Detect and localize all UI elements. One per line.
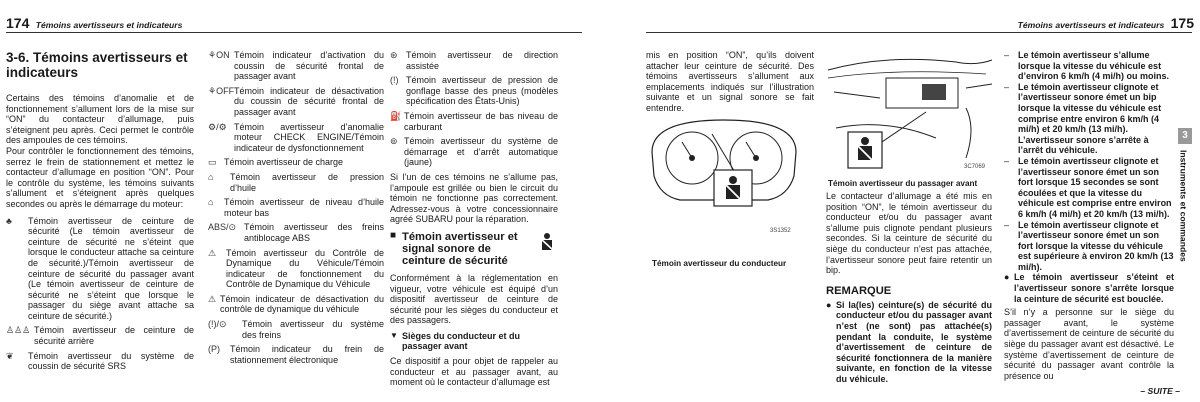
list-item: ⚙/⚙ Témoin avertisseur d’anomalie moteur CHECK ENGINE/Témoin indicateur de dysfonctionnement: [208, 121, 384, 153]
power-steering-icon: ⊛: [390, 50, 398, 60]
continued-label: – SUITE –: [1140, 386, 1180, 396]
list-item: (!) Témoin avertisseur de pression de gonflage basse des pneus (modèles spécification des États-Unis): [390, 75, 558, 107]
list-item: – Le témoin avertisseur clignote et l’avertisseur sonore émet un son fort lorsque la vitesse du véhicule est supérieure à environ 20 km/h (13 mi/h).: [1004, 219, 1174, 272]
square-bullet-icon: ■: [390, 229, 397, 241]
airbag-off-icon: ⚘OFF: [208, 85, 235, 96]
fig2-caption: Témoin avertisseur du passager avant: [828, 179, 978, 188]
list-item: ⊛ Témoin avertisseur de direction assistée: [390, 50, 558, 71]
right-header-title: Témoins avertisseurs et indicateurs: [1017, 20, 1165, 30]
airbag-on-icon: ⚘ON: [208, 50, 230, 60]
oil-pressure-icon: ⌂: [208, 171, 214, 182]
right-header-rule: [646, 32, 1192, 33]
list-item: (!)/⊙ Témoin avertisseur du système des freins: [208, 319, 384, 340]
warning-heading: Témoin avertisseur et signal sonore de ceinture de sécurité: [402, 230, 518, 267]
seatbelt-icon: ♣: [6, 215, 12, 226]
fig1-code: 3S1352: [770, 228, 791, 234]
left-page-header: [6, 15, 183, 31]
sub-paragraph: Ce dispositif a pour objet de rappeler au conducteur et au passager avant, au moment où le contacteur d’allumage est: [390, 356, 558, 388]
vdc-icon: ⚠: [208, 247, 217, 258]
sub-heading: Sièges du conducteur et du passager avant: [402, 330, 521, 352]
list-item: ⌂ Témoin avertisseur de pression d’huile: [208, 171, 384, 193]
vdc-off-icon: ⚠: [208, 293, 217, 304]
triangle-bullet-icon: ▼: [390, 330, 398, 340]
warning-heading-block: [390, 231, 558, 267]
driver-warning-figure: [648, 112, 800, 236]
remark-text: Si la(les) ceinture(s) de sécurité du conducteur et/ou du passager avant n’est (ne sont) pas attachée(s) pendant la conduite, le système d’avertissement de ceinture de sécurité fonctionnera de la manière suivante, en fonction de la vitesse du véhicule.: [836, 299, 992, 384]
chapter-tab: 3: [1178, 128, 1192, 144]
fig1-caption: Témoin avertisseur du conducteur: [652, 259, 787, 268]
left-header-rule: [6, 32, 582, 33]
sub-heading-block: [390, 331, 558, 352]
parking-brake-icon: (P): [208, 344, 220, 355]
section-title: 3-6. Témoins avertisseurs et indicateurs: [6, 50, 188, 80]
brake-system-icon: (!)/⊙: [208, 319, 227, 330]
list-item: ⚘ON Témoin indicateur d’activation du coussin de sécurité frontal de passager avant: [208, 50, 384, 82]
bullet-item: ● Le témoin avertisseur s’éteint et l’avertisseur sonore s’arrête lorsque la ceinture de sécurité est bouclée.: [1004, 272, 1174, 304]
regulation-paragraph: Conformément à la réglementation en vigueur, votre véhicule est équipé d’un dispositif avertisseur de ceinture de sécurité pour les sièges du conducteur et des passagers.: [390, 272, 558, 326]
right-column-2: [826, 191, 992, 385]
left-page-number: 174: [6, 15, 30, 31]
left-column-1: [6, 50, 194, 376]
list-item: (P) Témoin indicateur du frein de stationnement électronique: [208, 344, 384, 365]
fuel-icon: ⛽: [390, 110, 402, 121]
right-column-1: [646, 50, 814, 114]
list-item: ⌂ Témoin avertisseur de niveau d’huile moteur bas: [208, 197, 384, 218]
right-page-number: 175: [1170, 15, 1194, 31]
list-item: – Le témoin avertisseur clignote et l’avertisseur sonore émet un son fort lorsque 15 secondes se sont écoulées et que la vitesse du véhicule est comprise entre environ 6 km/h (4 mi/h) et 20 km/h (13 mi/h).: [1004, 155, 1172, 219]
list-item: ▭ Témoin avertisseur de charge: [208, 157, 344, 168]
bulb-check-paragraph: Si l’un de ces témoins ne s’allume pas, l’ampoule est grillée ou bien le circuit du témoin ne fonctionne pas correctement. Adressez-vous à votre concessionnaire agréé SUBARU pour la réparation.: [390, 171, 558, 225]
auto-start-stop-icon: ⊚: [390, 136, 398, 147]
bullet-icon: ●: [1004, 272, 1010, 283]
battery-icon: ▭: [208, 157, 217, 168]
list-item: ABS/⊙ Témoin avertisseur des freins antiblocage ABS: [208, 222, 384, 243]
list-item: ⛽ Témoin avertisseur de bas niveau de carburant: [390, 110, 558, 132]
fig2-code: 3C7069: [964, 164, 986, 170]
tire-pressure-icon: (!): [390, 75, 399, 86]
seatbelt-warning-icon: [536, 231, 558, 253]
list-item: – Le témoin avertisseur clignote et l’avertisseur sonore émet un bip lorsque la vitesse du véhicule est comprise entre environ 6 km/h (4 mi/h) et 20 km/h (13 mi/h). L’avertisseur sonore s’arrête à l’arrêt du véhicule.: [1004, 81, 1162, 156]
remark-block: [826, 300, 992, 385]
rear-seatbelt-icon: ♙♙♙: [6, 325, 31, 336]
intro-paragraph-2: Pour contrôler le fonctionnement des témoins, serrez le frein de stationnement et mettez le contacteur d’allumage en position “ON”. Pour le contrôle du système, les témoins suivants s’allument et s’éteignent après quelques secondes ou après le démarrage du moteur:: [6, 145, 194, 209]
check-engine-icon: ⚙/⚙: [208, 121, 227, 132]
list-item: – Le témoin avertisseur s’allume lorsque la vitesse du véhicule est d’environ 6 km/h (4 mi/h) ou moins.: [1004, 50, 1170, 82]
left-header-title: Témoins avertisseurs et indicateurs: [35, 20, 183, 30]
intro-paragraph-1: Certains des témoins d’anomalie et de fonctionnement s’allument lors de la mise sur “ON” du contacteur d’allumage, puis s’éteignent peu après. Ceci permet le contrôle des ampoules de ces témoins.: [6, 93, 194, 146]
oil-level-icon: ⌂: [208, 197, 214, 208]
list-item: ⚠ Témoin indicateur de désactivation du contrôle de dynamique du véhicule: [208, 293, 384, 315]
list-item: ⚘OFF Témoin indicateur de désactivation du coussin de sécurité frontal de passager avant: [208, 85, 384, 117]
abs-icon: ABS/⊙: [208, 222, 237, 233]
srs-airbag-icon: ❦: [6, 350, 14, 361]
list-item: ❦ Témoin avertisseur du système de coussin de sécurité SRS: [6, 350, 194, 372]
bullet-icon: ●: [826, 299, 832, 310]
left-column-3: [390, 50, 558, 388]
col1-indicator-list: [6, 216, 194, 372]
remark-heading: REMARQUE: [826, 284, 892, 297]
continuation-paragraph: mis en position “ON”, qu’ils doivent attacher leur ceinture de sécurité. Des témoins avertisseurs s’allument aux emplacements indiqués sur l’illustration suivante et un signal sonore se fait entendre.: [646, 50, 814, 113]
ignition-paragraph: Le contacteur d’allumage a été mis en position “ON”, le témoin avertisseur du conducteur et/ou du passager avant s’allume puis clignote pendant plusieurs secondes. Si la ceinture de sécurité du siège du conducteur n’est pas attachée, l’avertisseur sonore peut faire retentir un bip.: [826, 191, 992, 276]
passenger-warning-figure: [826, 48, 994, 172]
chapter-label: Instruments et commandes: [1178, 150, 1189, 262]
list-item: ⚠ Témoin avertisseur du Contrôle de Dynamique du Véhicule/Témoin indicateur de fonctionnement du Contrôle de Dynamique du Véhicule: [208, 247, 384, 290]
list-item: ♙♙♙ Témoin avertisseur de ceinture de sécurité arrière: [6, 325, 194, 347]
list-item: ⊚ Témoin avertisseur du système de démarrage et d’arrêt automatique (jaune): [390, 136, 558, 168]
right-page-header: [1017, 15, 1194, 31]
list-item: ♣ Témoin avertisseur de ceinture de sécurité (Le témoin avertisseur de ceinture de sécurité ne s’éteint que lorsque le conducteur attache sa ceinture de sécurité.)/Témoin avertisseur de ceinture de sécurité du passager avant (Le témoin avertisseur de ceinture de sécurité ne s’éteint que lorsque le passager du siège avant attache sa ceinture de sécurité.): [6, 215, 194, 321]
left-column-2: [208, 50, 384, 369]
right-column-3: [1004, 50, 1174, 381]
passenger-seat-paragraph: S’il n’y a personne sur le siège du passager avant, le système d’avertissement de ceinture de sécurité du siège du passager avant est désactivé. Le système d’avertissement de ceinture de sécurité du passager avant contrôle la présence ou: [1004, 307, 1174, 381]
